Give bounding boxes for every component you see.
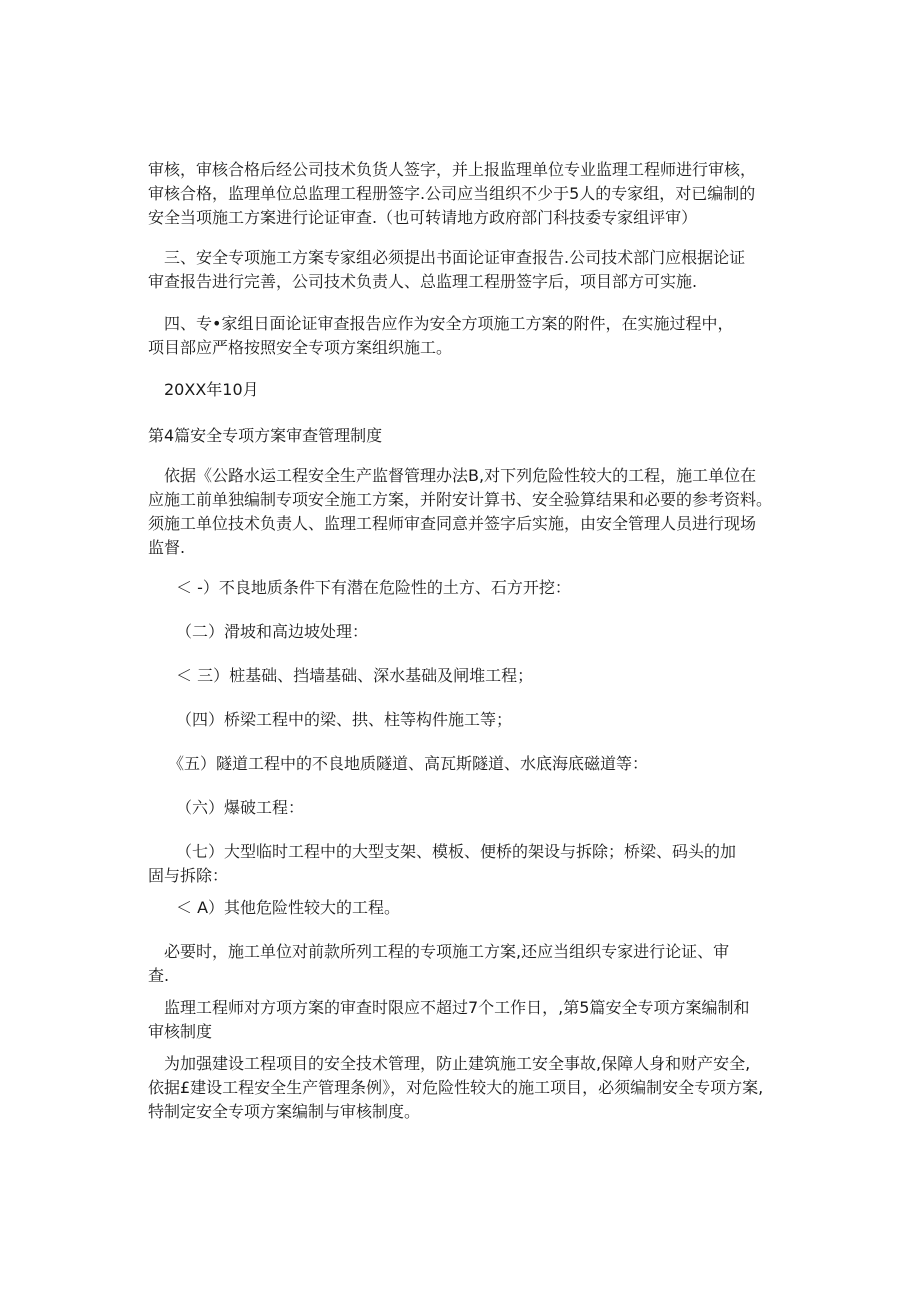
text-line: 依据《公路水运工程安全生产监督管理办法B,对下列危险性较大的工程，施工单位在 <box>164 466 757 485</box>
text-line: 须施工单位技术负责人、监理工程师审查同意并签字后实施，由安全管理人员进行现场 <box>148 514 757 533</box>
text-line: 四、专•家组日面论证审查报告应作为安全方项施工方案的附件，在实施过程中， <box>164 314 734 333</box>
text-line: 审查报告进行完善，公司技术负责人、总监理工程册签字后，项目部方可实施. <box>148 272 698 291</box>
text-line: 安全当项施工方案进行论证审查.（也可转请地方政府部门科技委专家组评审） <box>148 208 698 227</box>
text-line: 特制定安全专项方案编制与审核制度。 <box>148 1102 421 1121</box>
list-item-4: （四）桥梁工程中的梁、拱、柱等构件施工等； <box>176 710 513 729</box>
text-line: 项目部应严格按照安全专项方案组织施工。 <box>148 338 453 357</box>
list-item-2: （二）滑坡和高边坡处理： <box>176 622 369 641</box>
text-line: 固与拆除： <box>148 866 229 885</box>
text-line: （七）大型临时工程中的大型支架、模板、便桥的架设与拆除；桥梁、码头的加 <box>176 842 737 861</box>
list-item-3: ＜ 三）桩基础、挡墙基础、深水基础及闸堆工程； <box>176 666 534 685</box>
text-line: 审核合格，监理单位总监理工程册签字.公司应当组织不少于5人的专家组，对已编制的 <box>148 184 756 203</box>
list-item-6: （六）爆破工程： <box>176 798 305 817</box>
text-line: 监理工程师对方项方案的审查时限应不超过7个工作日，,第5篇安全专项方案编制和 <box>164 998 750 1017</box>
text-line: 三、安全专项施工方案专家组必须提出书面论证审查报告.公司技术部门应根据论证 <box>164 248 746 267</box>
text-line: 依据£建设工程安全生产管理条例》，对危险性较大的施工项目，必须编制安全专项方案, <box>148 1078 764 1097</box>
paragraph-review-process <box>148 158 756 230</box>
list-item-7 <box>148 840 737 888</box>
paragraph-time-limit <box>148 996 750 1044</box>
list-item-8: ＜ A）其他危险性较大的工程。 <box>176 898 401 917</box>
list-item-1: ＜ -）不良地质条件下有潜在危险性的土方、石方开挖： <box>176 578 571 597</box>
paragraph-attachment <box>148 312 734 360</box>
text-line: 为加强建设工程项目的安全技术管理，防止建筑施工安全事故,保障人身和财产安全, <box>164 1054 751 1073</box>
text-line: 应施工前单独编制专项安全施工方案，并附安计算书、安全验算结果和必要的参考资料。 <box>148 490 773 509</box>
paragraph-safety-management <box>148 1052 764 1124</box>
text-line: 监督. <box>148 538 186 557</box>
text-line: 必要时，施工单位对前款所列工程的专项施工方案,还应当组织专家进行论证、审 <box>164 942 730 961</box>
list-item-5: 《五）隧道工程中的不良地质隧道、高瓦斯隧道、水底海底磁道等： <box>168 754 649 773</box>
text-line: 审核，审核合格后经公司技术负货人签字，并上报监理单位专业监理工程师进行审核， <box>148 160 757 179</box>
paragraph-legal-basis <box>148 464 773 560</box>
paragraph-expert-report <box>148 246 746 294</box>
text-line: 审核制度 <box>148 1022 213 1041</box>
section-heading-4: 第4篇安全专项方案审查管理制度 <box>148 426 383 445</box>
paragraph-expert-review <box>148 940 730 988</box>
document-date: 20XX年10月 <box>164 380 259 399</box>
text-line: 查. <box>148 966 170 985</box>
